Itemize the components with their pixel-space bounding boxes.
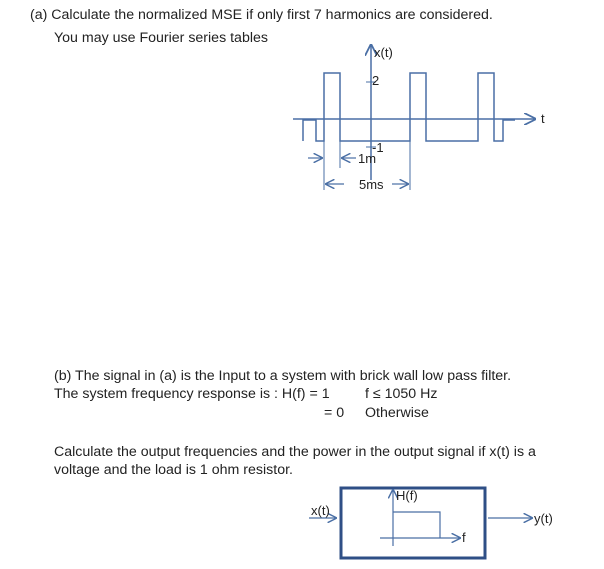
part-b-line3: = 0 (324, 405, 345, 421)
pulse-width-label: 1m (358, 151, 377, 166)
part-c-line1: Calculate the output frequencies and the power in the output signal if x(t) is a (54, 444, 536, 460)
high-value-label: 2 (372, 73, 380, 88)
period-label: 5ms (359, 177, 384, 192)
part-c-line2: voltage and the load is 1 ohm resistor. (54, 462, 293, 478)
t-axis-label: t (541, 111, 545, 126)
output-label: y(t) (534, 511, 553, 526)
part-b-line2: The system frequency response is : H(f) = 1 (54, 386, 330, 402)
y-axis-label: x(t) (374, 45, 393, 60)
part-b-condition-1: f ≤ 1050 Hz (365, 386, 438, 402)
signal-plot (293, 45, 545, 192)
part-a-hint: You may use Fourier series tables (54, 30, 268, 46)
input-label: x(t) (311, 503, 330, 518)
low-value-label: -1 (372, 140, 384, 155)
filter-label: H(f) (396, 488, 418, 503)
system-diagram (309, 488, 553, 558)
hf-response-curve (393, 512, 440, 538)
pulse-train-waveform (303, 73, 515, 141)
part-b-condition-2: Otherwise (365, 405, 429, 421)
part-a-question: (a) Calculate the normalized MSE if only first 7 harmonics are considered. (30, 7, 493, 23)
freq-axis-label: f (462, 530, 466, 545)
part-b-line1: (b) The signal in (a) is the Input to a system with brick wall low pass filter. (54, 368, 512, 384)
